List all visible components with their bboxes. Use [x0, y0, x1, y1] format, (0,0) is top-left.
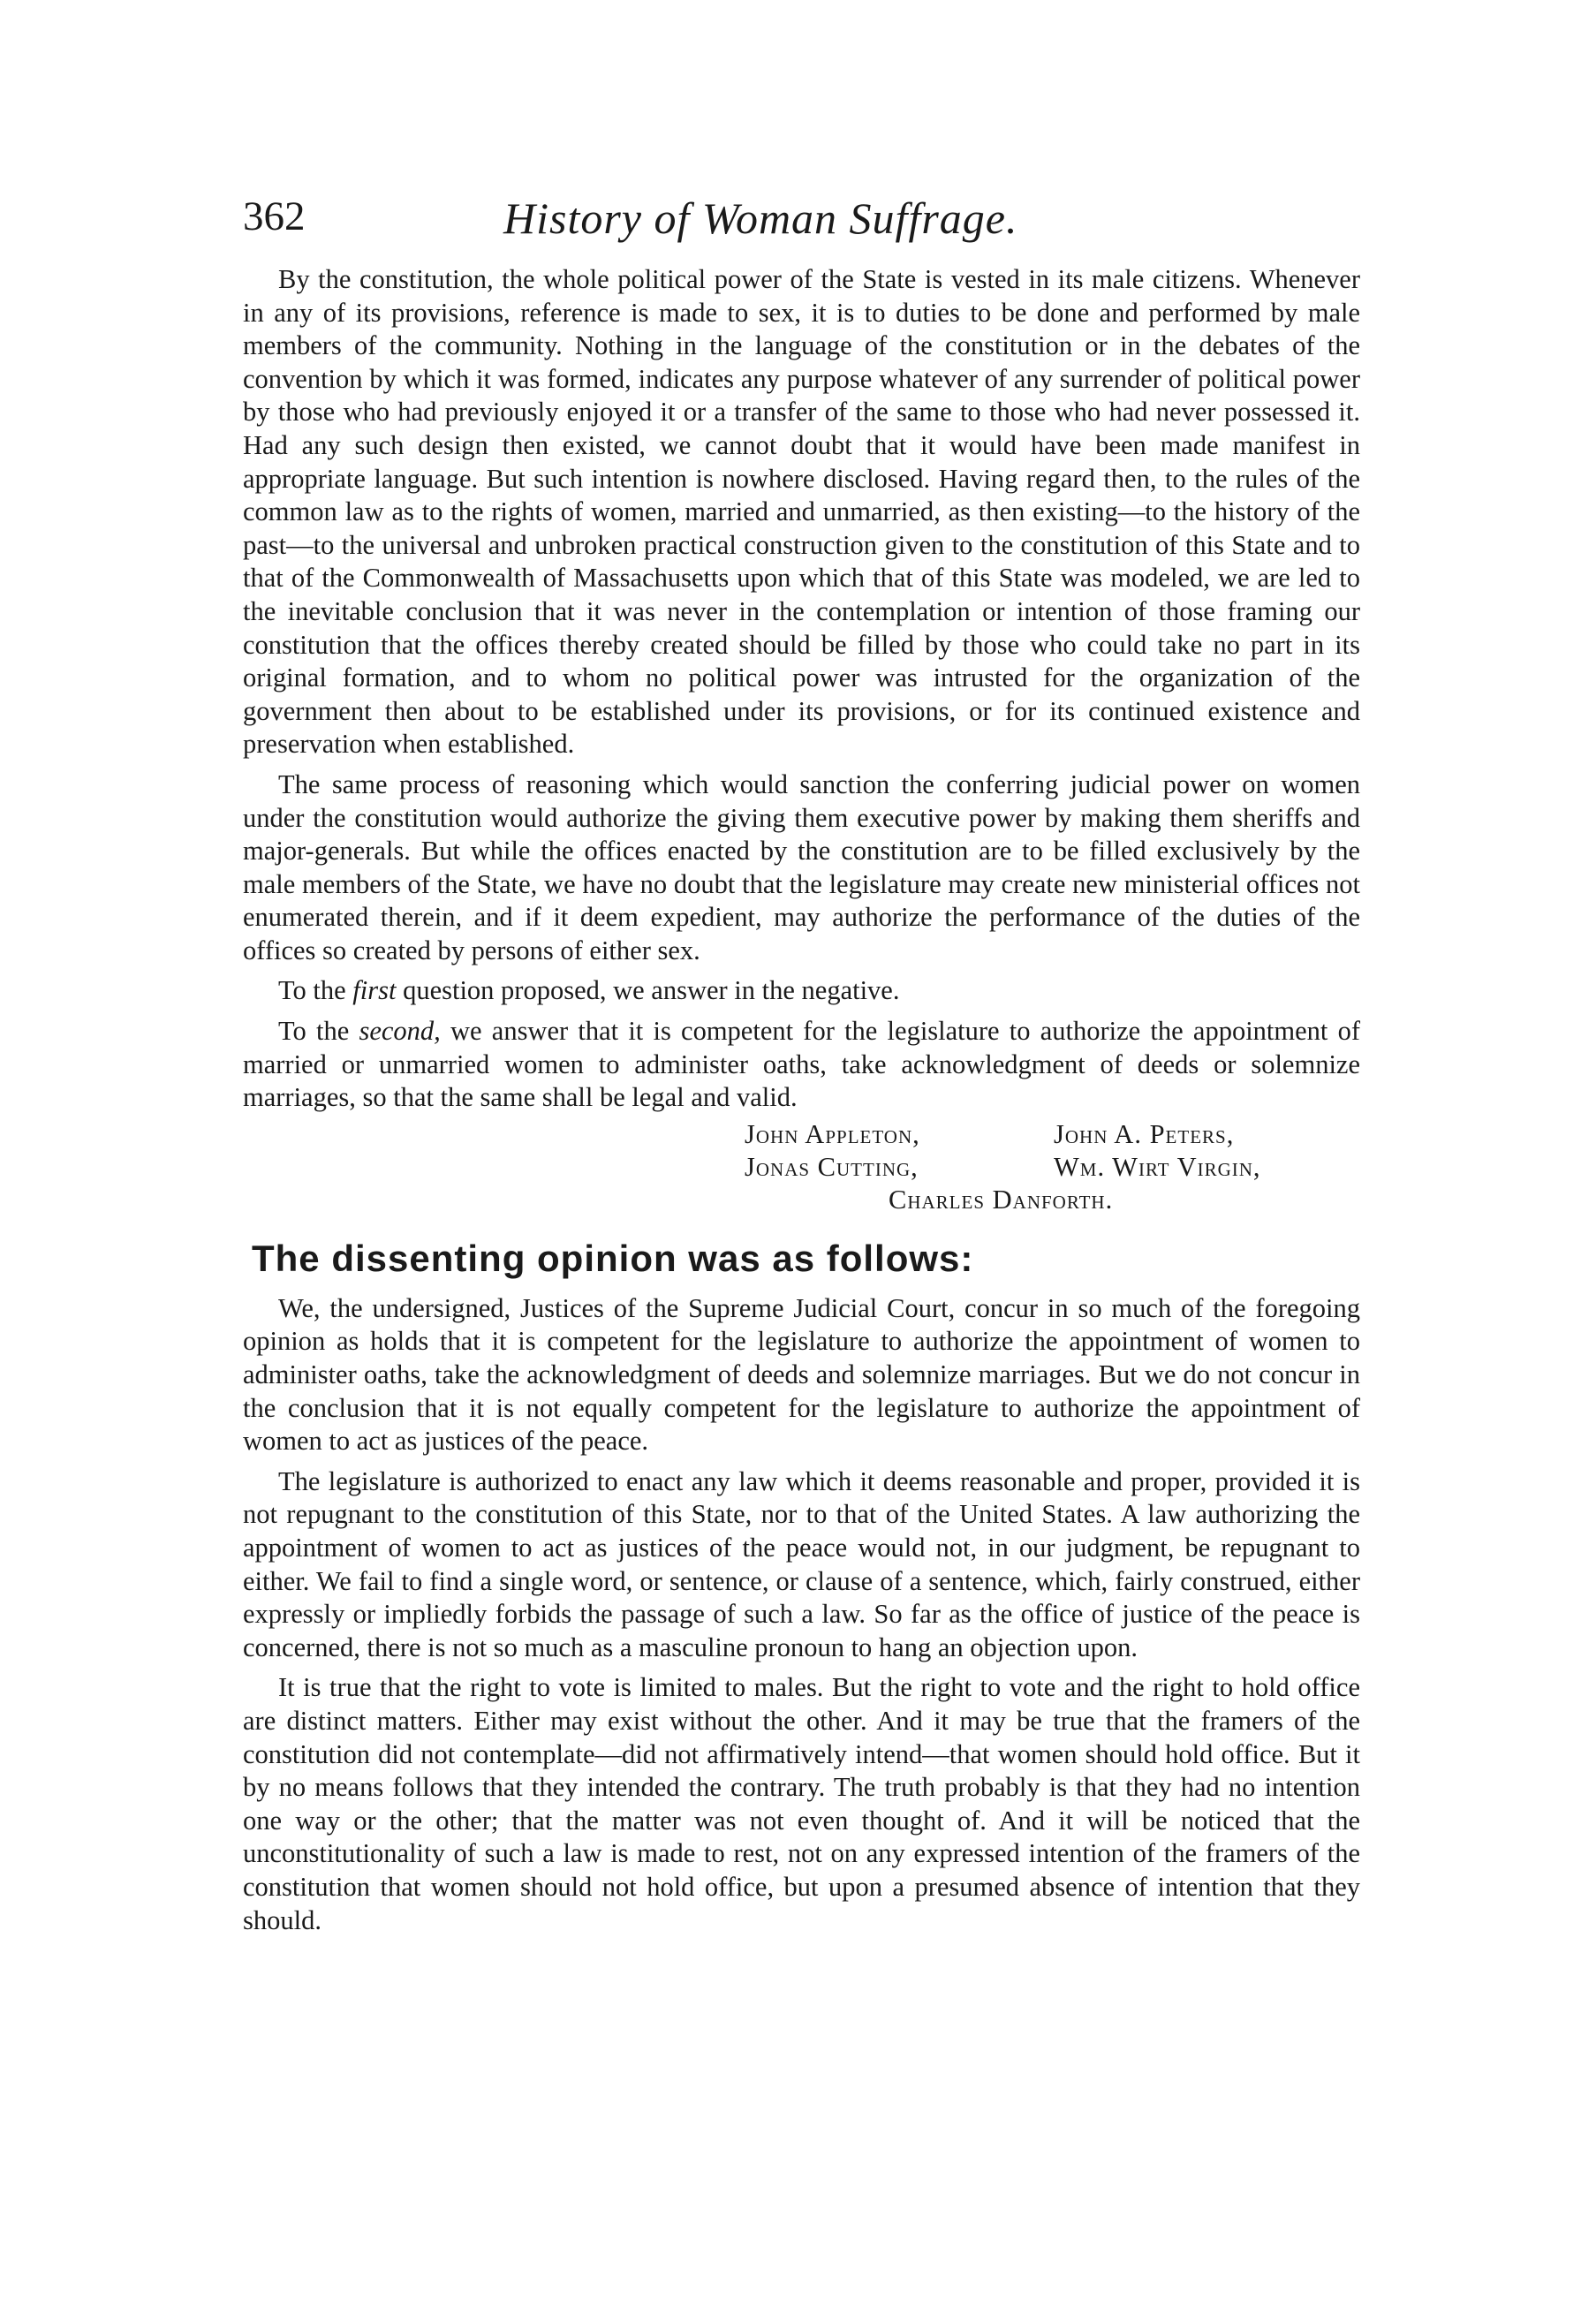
- signatory: Charles Danforth.: [889, 1184, 1114, 1215]
- paragraph: It is true that the right to vote is limited to males. But the right to vote and the right to hold office are distinct matters. Either may exist without the other. And it may be true that the framers of the constitution did not contemplate—did not affirmatively intend—that women should hold office. But it by no means follows that they intended the contrary. The truth probably is that they had no intention one way or the other; that the matter was not even thought of. And it will be noticed that the unconstitutionality of such a law is made to rest, not on any expressed intention of the framers of the constitution that women should not hold office, but upon a presumed absence of intention that they should.: [243, 1672, 1360, 1935]
- paragraph: The same process of reasoning which would sanction the conferring judicial power on women under the constitution would authorize the giving them executive power by making them sheriffs and major-generals. But while the offices enacted by the constitution are to be filled exclusively by the male members of the State, we have no doubt that the legislature may create new ministerial offices not enumerated therein, and if it deem expedient, may authorize the performance of the duties of the offices so created by persons of either sex.: [243, 768, 1360, 965]
- first-answer-emphasis: first: [352, 975, 397, 1006]
- paragraph: By the constitution, the whole political power of the State is vested in its male citizens. Whenever in any of its provisions, reference is made to sex, it is to duties to be done and performed by male members of the community. Nothing in the language of the constitution or in the debates of the convention by which it was formed, indicates any purpose whatever of any surrender of political power by those who had previously enjoyed it or a transfer of the same to those who had never possessed it. Had any such design then existed, we cannot doubt that it would have been made manifest in appropriate language. But such intention is nowhere disclosed. Having regard then, to the rules of the common law as to the rights of women, married and unmarried, as then existing—to the history of the past—to the universal and unbroken practical construction given to the constitution of this State and to that of the Commonwealth of Massachusetts upon which that of this State was modeled, we are led to the inevitable conclusion that it was never in the contemplation or intention of those framing our constitution that the offices thereby created should be filled by those who could take no part in its original formation, and to whom no political power was intrusted for the organization of the government then about to be established under its provisions, or for its continued existence and preservation when established.: [243, 264, 1360, 760]
- dissenting-opinion: [243, 1292, 1360, 1937]
- running-title: History of Woman Suffrage.: [503, 193, 1018, 243]
- paragraph: We, the undersigned, Justices of the Supreme Judicial Court, concur in so much of the foregoing opinion as holds that it is competent for the legislature to authorize the appointment of women to administer oaths, take the acknowledgment of deeds and solemnize marriages. But we do not concur in the conclusion that it is not equally competent for the legislature to authorize the appointment of women to act as justices of the peace.: [243, 1292, 1360, 1457]
- page-body: [243, 263, 1360, 1944]
- signatory: John A. Peters,: [1054, 1118, 1235, 1149]
- paragraph: The legislature is authorized to enact any law which it deems reasonable and proper, provided it is not repugnant to the constitution of this State, nor to that of the United States. A law authorizing the appointment of women to act as justices of the peace would not, in our judgment, be repugnant to either. We fail to find a single word, or sentence, or clause of a sentence, which, fairly construed, either expressly or impliedly forbids the passage of such a law. So far as the office of justice of the peace is concerned, there is not so much as a masculine pronoun to hang an objection upon.: [243, 1465, 1360, 1662]
- page-header: [243, 193, 1391, 263]
- second-answer-lead: To the: [278, 1016, 359, 1047]
- signatory: Wm. Wirt Virgin,: [1054, 1151, 1261, 1182]
- second-answer-text: we answer that it is competent for the legislature to authorize the appointment of married or unmarried women to administer oaths, take acknowledgment of deeds or solemnize marriages, so that the same shall be legal and valid.: [243, 1016, 1361, 1113]
- first-answer-paragraph: [243, 974, 1360, 1008]
- second-answer-paragraph: [243, 1015, 1360, 1115]
- signatures-block: [745, 1118, 1360, 1216]
- first-answer-lead: To the: [278, 975, 353, 1006]
- majority-opinion: [243, 263, 1360, 1216]
- second-answer-emphasis: second,: [359, 1016, 441, 1047]
- signatory: Jonas Cutting,: [745, 1151, 919, 1182]
- page-number: 362: [243, 193, 306, 239]
- signatory: John Appleton,: [745, 1118, 920, 1149]
- dissent-heading: The dissenting opinion was as follows:: [252, 1237, 974, 1279]
- first-answer-text: question proposed, we answer in the negative.: [396, 975, 900, 1006]
